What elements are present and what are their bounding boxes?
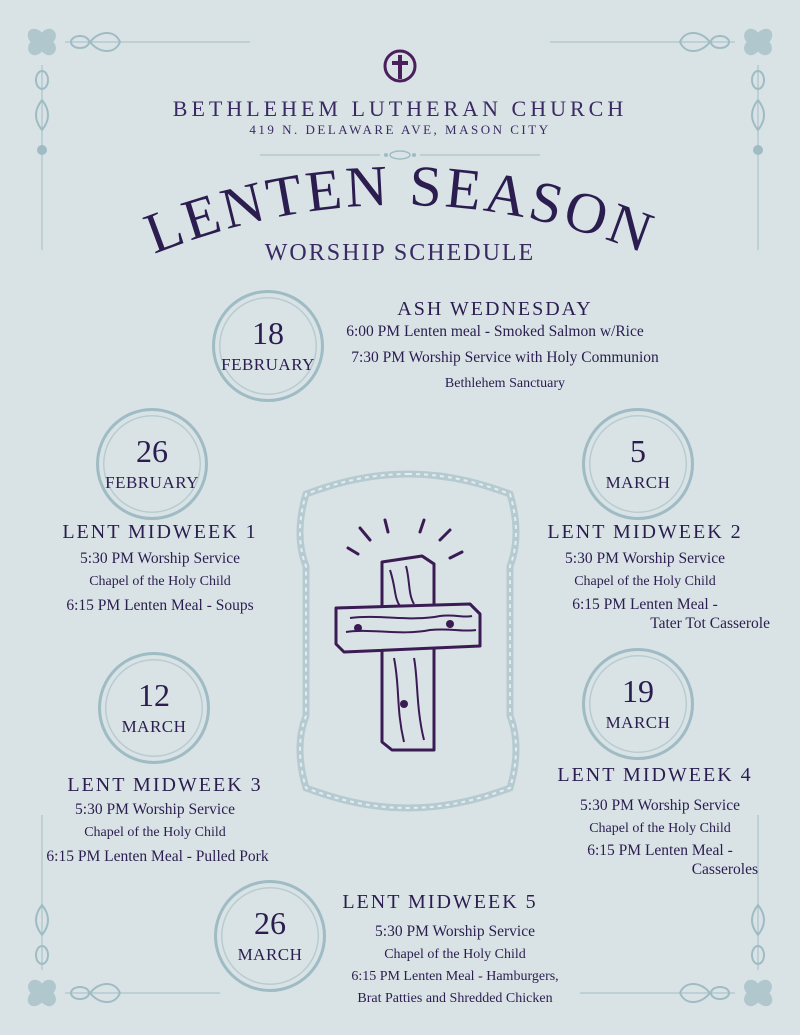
event-title-midweek-5: LENT MIDWEEK 5 <box>342 891 538 913</box>
event-line: Chapel of the Holy Child <box>574 574 716 589</box>
date-circle-midweek-5 <box>214 880 326 992</box>
church-name: BETHLEHEM LUTHERAN CHURCH <box>172 96 628 121</box>
date-day: 12 <box>138 677 170 713</box>
event-line: 5:30 PM Worship Service <box>580 797 740 814</box>
event-line: 7:30 PM Worship Service with Holy Communion <box>351 349 659 366</box>
bottom-right-corner-ornament <box>550 785 780 1015</box>
date-day: 5 <box>630 433 646 469</box>
date-day: 26 <box>136 433 168 469</box>
event-title-midweek-4: LENT MIDWEEK 4 <box>557 764 753 786</box>
date-day: 26 <box>254 905 286 941</box>
event-line: 6:00 PM Lenten meal - Smoked Salmon w/Rice <box>346 323 644 340</box>
event-line: 5:30 PM Worship Service <box>75 801 235 818</box>
event-line: Casseroles <box>691 861 758 878</box>
event-line: 6:15 PM Lenten Meal - Hamburgers, <box>351 969 559 984</box>
date-month: MARCH <box>605 473 671 492</box>
event-line: Chapel of the Holy Child <box>84 825 226 840</box>
date-month: FEBRUARY <box>105 473 199 492</box>
date-day: 19 <box>622 673 654 709</box>
wooden-cross-icon <box>330 518 490 754</box>
event-line: 6:15 PM Lenten Meal - <box>587 842 733 859</box>
event-line: Brat Patties and Shredded Chicken <box>357 991 553 1006</box>
subtitle: WORSHIP SCHEDULE <box>264 240 536 266</box>
date-circle-midweek-3 <box>98 652 210 764</box>
date-circle-midweek-2 <box>582 408 694 520</box>
event-line: Chapel of the Holy Child <box>384 947 526 962</box>
event-title-midweek-1: LENT MIDWEEK 1 <box>62 521 258 543</box>
event-line: Bethlehem Sanctuary <box>444 376 566 391</box>
event-line: 6:15 PM Lenten Meal - Soups <box>66 597 254 614</box>
event-title-midweek-2: LENT MIDWEEK 2 <box>547 521 743 543</box>
event-line: 6:15 PM Lenten Meal - <box>572 596 718 613</box>
date-day: 18 <box>252 315 284 351</box>
church-address: 419 N. DELAWARE AVE, MASON CITY <box>249 122 551 137</box>
church-cross-logo-icon <box>382 46 418 86</box>
main-title-text: LENTEN SEASON <box>135 160 664 267</box>
event-title-midweek-3: LENT MIDWEEK 3 <box>67 774 263 796</box>
event-line: Chapel of the Holy Child <box>589 821 731 836</box>
event-line: 5:30 PM Worship Service <box>375 923 535 940</box>
event-line: 6:15 PM Lenten Meal - Pulled Pork <box>46 848 269 865</box>
date-month: MARCH <box>237 945 303 964</box>
date-month: MARCH <box>121 717 187 736</box>
bottom-left-corner-ornament <box>20 785 250 1015</box>
date-month: MARCH <box>605 713 671 732</box>
event-line: Chapel of the Holy Child <box>89 574 231 589</box>
date-month: FEBRUARY <box>221 355 315 374</box>
event-line: 5:30 PM Worship Service <box>565 550 725 567</box>
event-line: Tater Tot Casserole <box>650 615 770 632</box>
date-circle-midweek-4 <box>582 648 694 760</box>
event-line: 5:30 PM Worship Service <box>80 550 240 567</box>
event-title-ash-wednesday: ASH WEDNESDAY <box>397 298 593 320</box>
date-circle-ash-wednesday <box>212 290 324 402</box>
date-circle-midweek-1 <box>96 408 208 520</box>
